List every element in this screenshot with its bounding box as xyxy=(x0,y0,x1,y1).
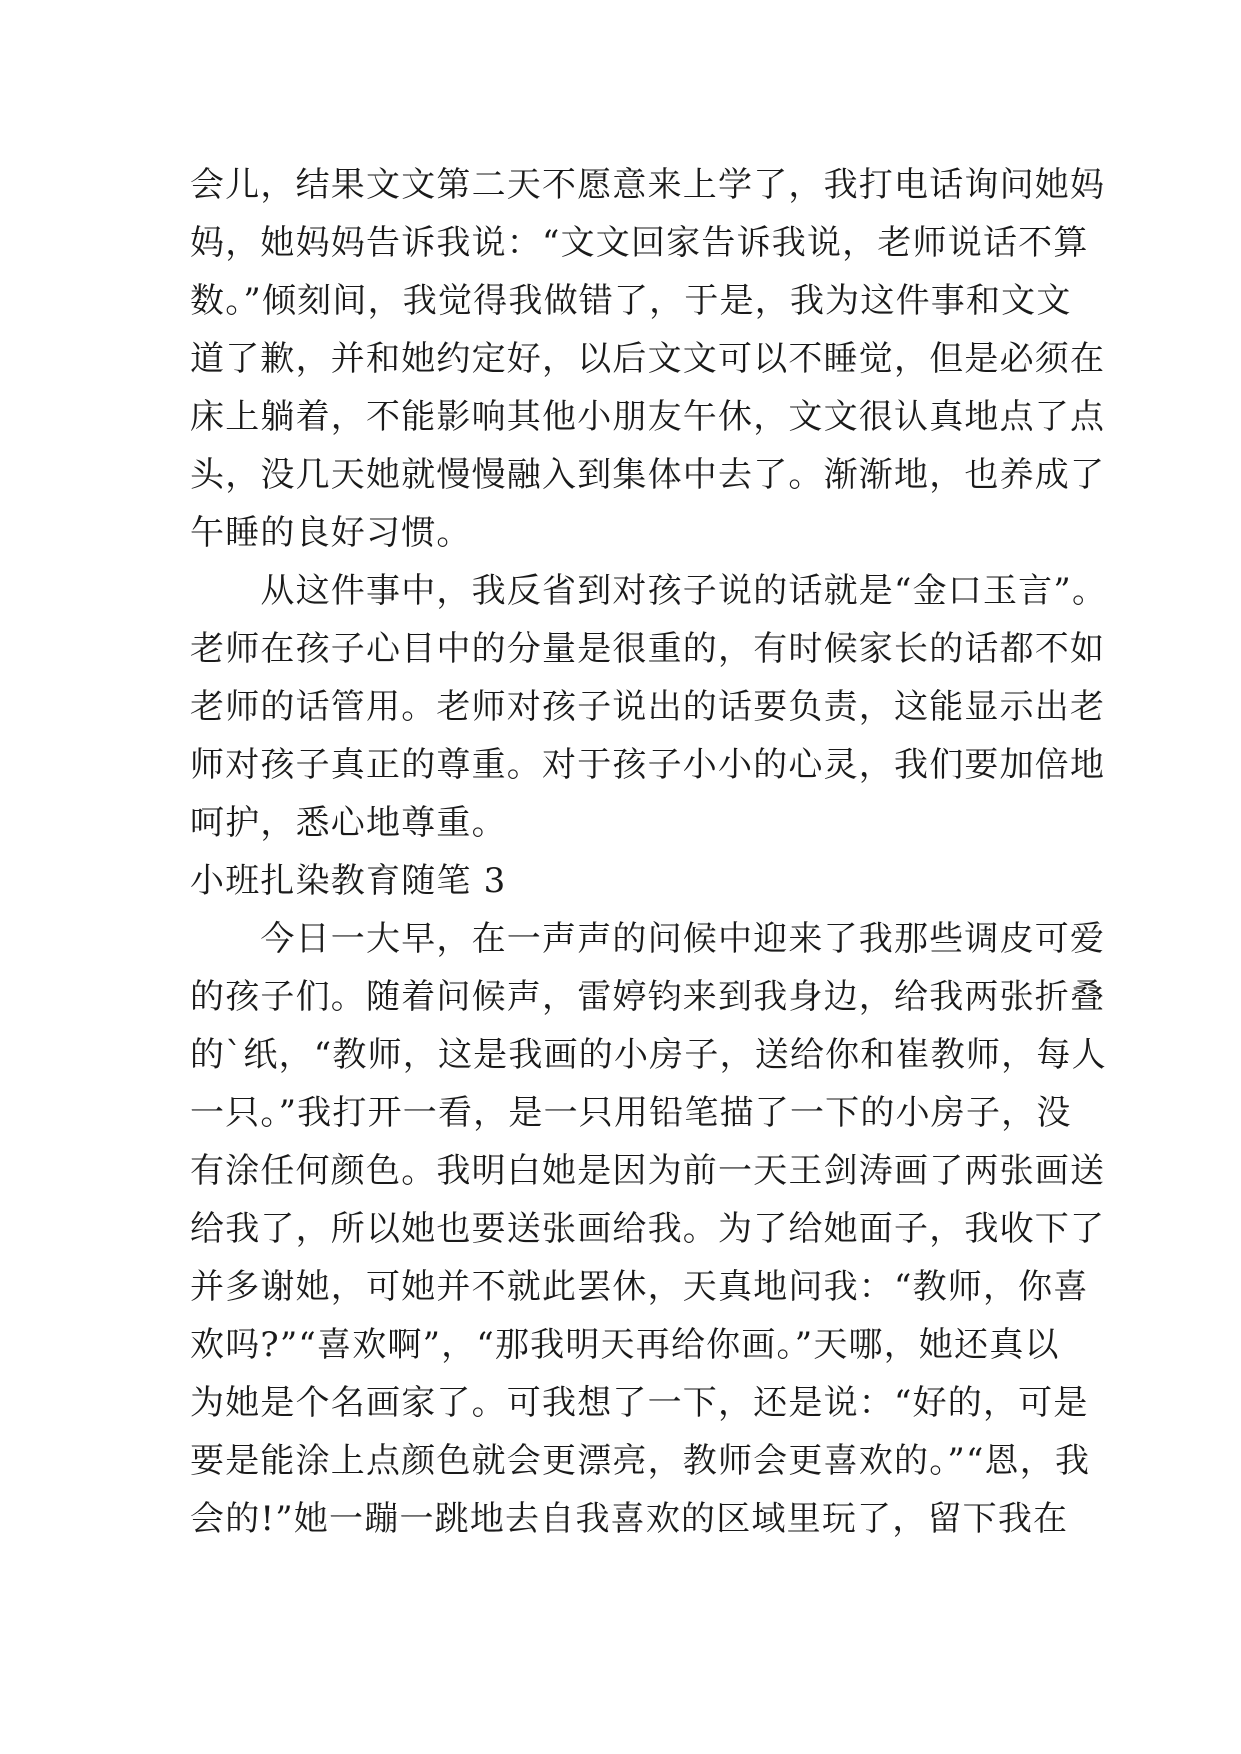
section-heading: 小班扎染教育随笔 3 xyxy=(190,861,507,901)
text-line: 一只。”我打开一看，是一只用铅笔描了一下的小房子，没 xyxy=(190,1093,1072,1133)
text-line: 给我了，所以她也要送张画给我。为了给她面子，我收下了 xyxy=(190,1209,1106,1249)
text-line: 会的!”她一蹦一跳地去自我喜欢的区域里玩了，留下我在 xyxy=(190,1499,1069,1539)
text-line: 数。”倾刻间，我觉得我做错了，于是，我为这件事和文文 xyxy=(190,281,1072,321)
text-line: 要是能涂上点颜色就会更漂亮，教师会更喜欢的。”“恩，我 xyxy=(190,1441,1091,1481)
text-line: 师对孩子真正的尊重。对于孩子小小的心灵，我们要加倍地 xyxy=(190,745,1106,785)
text-line: 午睡的良好习惯。 xyxy=(190,513,472,553)
text-line: 老师的话管用。老师对孩子说出的话要负责，这能显示出老 xyxy=(190,687,1106,727)
text-line: 老师在孩子心目中的分量是很重的，有时候家长的话都不如 xyxy=(190,629,1106,669)
text-line: 妈，她妈妈告诉我说：“文文回家告诉我说，老师说话不算 xyxy=(190,223,1089,263)
text-line: 呵护，悉心地尊重。 xyxy=(190,803,507,843)
text-line: 有涂任何颜色。我明白她是因为前一天王剑涛画了两张画送 xyxy=(190,1151,1106,1191)
text-line: 从这件事中，我反省到对孩子说的话就是“金口玉言”。 xyxy=(190,571,1108,611)
text-line: 床上躺着，不能影响其他小朋友午休，文文很认真地点了点 xyxy=(190,397,1106,437)
text-line: 头，没几天她就慢慢融入到集体中去了。渐渐地，也养成了 xyxy=(190,455,1106,495)
text-line: 今日一大早，在一声声的问候中迎来了我那些调皮可爱 xyxy=(190,919,1106,959)
text-line: 的孩子们。随着问候声，雷婷钧来到我身边，给我两张折叠 xyxy=(190,977,1106,1017)
text-line: 并多谢她，可她并不就此罢休，天真地问我：“教师，你喜 xyxy=(190,1267,1089,1307)
text-line: 会儿，结果文文第二天不愿意来上学了，我打电话询问她妈 xyxy=(190,165,1106,205)
text-line: 道了歉，并和她约定好，以后文文可以不睡觉，但是必须在 xyxy=(190,339,1106,379)
text-line: 为她是个名画家了。可我想了一下，还是说：“好的，可是 xyxy=(190,1383,1089,1423)
text-line: 的`纸，“教师，这是我画的小房子，送给你和崔教师，每人 xyxy=(190,1035,1107,1075)
text-line: 欢吗?”“喜欢啊”，“那我明天再给你画。”天哪，她还真以 xyxy=(190,1325,1060,1365)
